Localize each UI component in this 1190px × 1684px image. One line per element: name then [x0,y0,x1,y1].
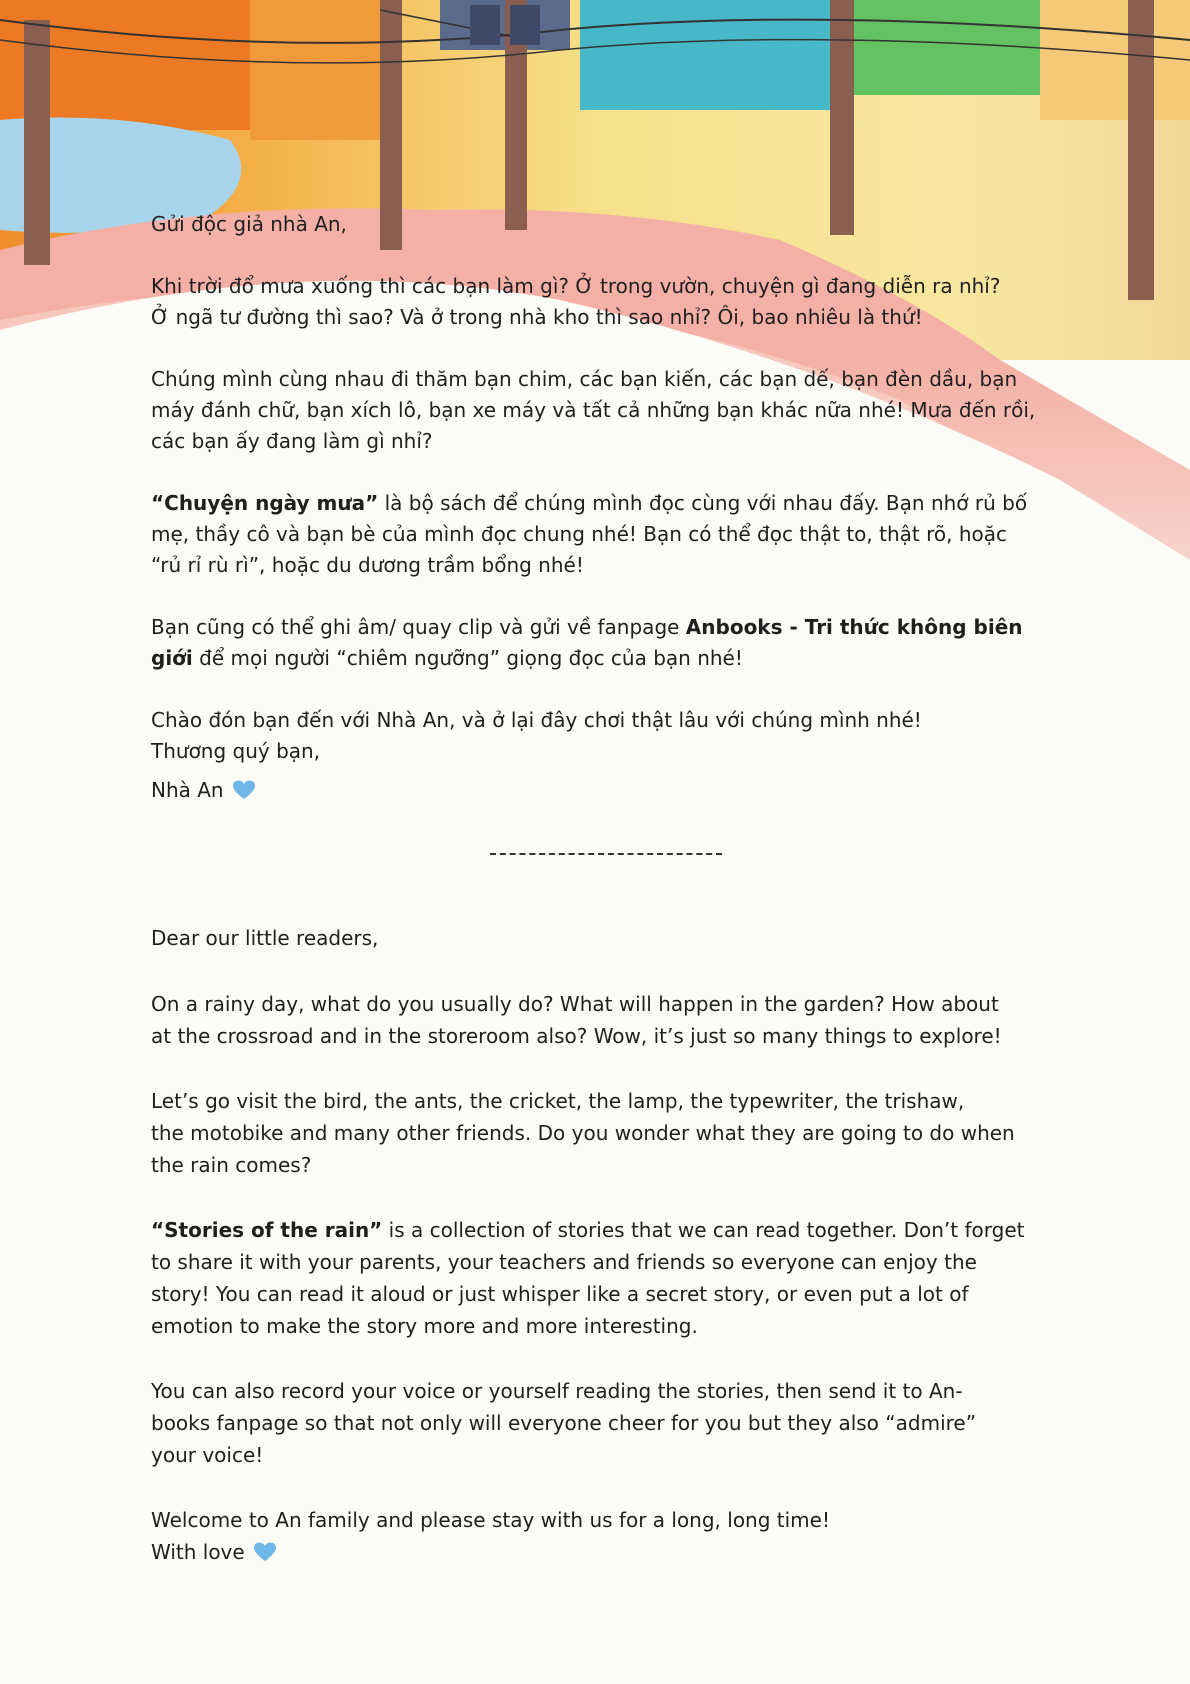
en-p2-line-1: Let’s go visit the bird, the ants, the cricket, the lamp, the typewriter, the trishaw, [151,1089,965,1113]
vi-p2-line-3: các bạn ấy đang làm gì nhỉ? [151,429,433,453]
en-p3-line-3: story! You can read it aloud or just whisper like a secret story, or even put a lot of [151,1282,969,1306]
vi-p3-line-1: “Chuyện ngày mưa” là bộ sách để chúng mình đọc cùng với nhau đấy. Bạn nhớ rủ bố [151,491,1028,515]
en-p5: Welcome to An family and please stay with us for a long, long time! [151,1508,830,1532]
en-p3-line-2: to share it with your parents, your teachers and friends so everyone can enjoy the [151,1250,977,1274]
vi-p4-line-1: Bạn cũng có thể ghi âm/ quay clip và gửi về fanpage Anbooks - Tri thức không biên [151,615,1023,639]
vi-greeting: Gửi độc giả nhà An, [151,212,347,236]
vi-signature: Nhà An [151,775,256,806]
vi-p1-line-2: Ở ngã tư đường thì sao? Và ở trong nhà kho thì sao nhỉ? Ôi, bao nhiêu là thứ! [151,305,923,329]
vi-p2-line-2: máy đánh chữ, bạn xích lô, bạn xe máy và tất cả những bạn khác nữa nhé! Mưa đến rồi, [151,398,1036,422]
vi-p3-line-2: mẹ, thầy cô và bạn bè của mình đọc chung nhé! Bạn có thể đọc thật to, thật rõ, hoặc [151,522,1007,546]
en-p2-line-2: the motobike and many other friends. Do you wonder what they are going to do when [151,1121,1015,1145]
en-p2-line-3: the rain comes? [151,1153,312,1177]
en-book-title: “Stories of the rain” [151,1218,383,1242]
vi-fanpage-name: Anbooks - Tri thức không biên [685,615,1023,639]
en-closing: With love [151,1536,277,1569]
vi-p3-line-3: “rủ rỉ rù rì”, hoặc du dương trầm bổng nhé! [151,553,584,577]
blue-heart-icon [232,780,256,800]
vi-p5: Chào đón bạn đến với Nhà An, và ở lại đây chơi thật lâu với chúng mình nhé! [151,708,922,732]
en-p3-line-4: emotion to make the story more and more interesting. [151,1314,698,1338]
section-divider [490,853,722,855]
en-p4-line-2: books fanpage so that not only will everyone cheer for you but they also “admire” [151,1411,977,1435]
vi-p2-line-1: Chúng mình cùng nhau đi thăm bạn chim, các bạn kiến, các bạn dế, bạn đèn dầu, bạn [151,367,1018,391]
en-p1-line-2: at the crossroad and in the storeroom also? Wow, it’s just so many things to explore! [151,1024,1002,1048]
en-p4-line-1: You can also record your voice or yourself reading the stories, then send it to An- [151,1379,963,1403]
vi-p1-line-1: Khi trời đổ mưa xuống thì các bạn làm gì? Ở trong vườn, chuyện gì đang diễn ra nhỉ? [151,274,1001,298]
vi-p4-line-2: giới để mọi người “chiêm ngưỡng” giọng đọc của bạn nhé! [151,646,743,670]
en-greeting: Dear our little readers, [151,926,379,950]
en-p3-line-1: “Stories of the rain” is a collection of stories that we can read together. Don’t forget [151,1218,1025,1242]
en-p1-line-1: On a rainy day, what do you usually do? What will happen in the garden? How about [151,992,999,1016]
blue-heart-icon [253,1542,277,1562]
vi-book-title: “Chuyện ngày mưa” [151,491,379,515]
vi-closing: Thương quý bạn, [151,739,321,763]
en-p4-line-3: your voice! [151,1443,264,1467]
